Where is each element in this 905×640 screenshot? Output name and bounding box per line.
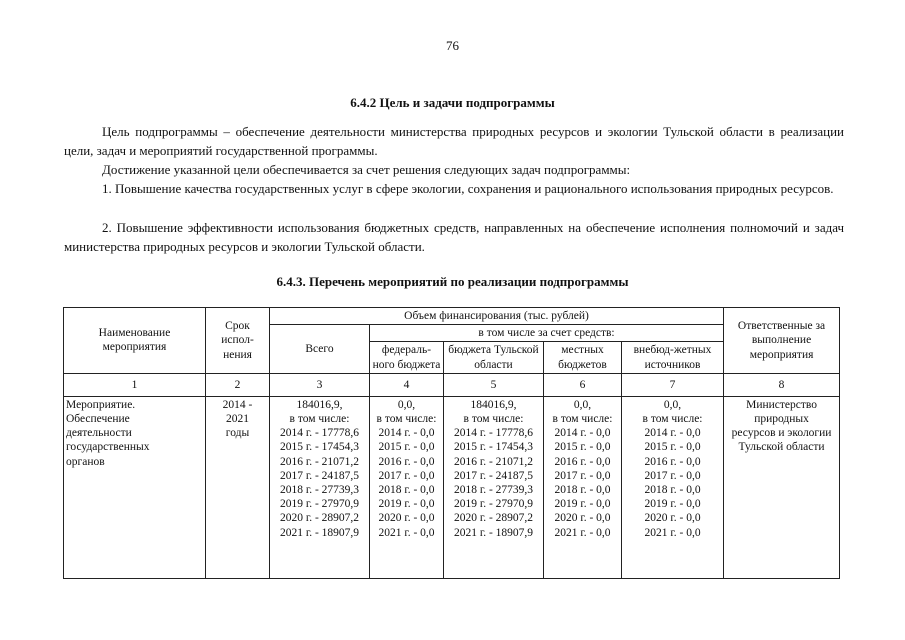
cell-line: 2015 г. - 17454,3 bbox=[279, 441, 360, 454]
cell-line: 2020 г. - 0,0 bbox=[644, 512, 701, 525]
cell-line: 2016 г. - 21071,2 bbox=[453, 455, 534, 468]
cell-line: 2015 г. - 0,0 bbox=[554, 441, 611, 454]
header-responsible: Ответственные за выполнение мероприятия bbox=[724, 308, 840, 374]
cell-federal bbox=[370, 396, 444, 578]
cell-line: 2015 г. - 17454,3 bbox=[453, 441, 534, 454]
col-number: 2 bbox=[206, 373, 270, 396]
cell-extra bbox=[622, 396, 724, 578]
cell-line: в том числе: bbox=[642, 413, 703, 426]
cell-line: годы bbox=[225, 427, 250, 440]
header-total: Всего bbox=[270, 325, 370, 374]
header-including: в том числе за счет средств: bbox=[370, 325, 724, 342]
cell-regional bbox=[444, 396, 544, 578]
cell-line: 2014 г. - 0,0 bbox=[554, 427, 611, 440]
cell-line: 2020 г. - 0,0 bbox=[378, 512, 435, 525]
header-term: Срок испол-нения bbox=[206, 308, 270, 374]
cell-line: 2018 г. - 27739,3 bbox=[279, 484, 360, 497]
col-number: 8 bbox=[724, 373, 840, 396]
cell-line: 2021 г. - 0,0 bbox=[554, 526, 611, 539]
cell-line: 2021 г. - 0,0 bbox=[378, 526, 435, 539]
cell-line: в том числе: bbox=[376, 413, 437, 426]
cell-line: 2016 г. - 21071,2 bbox=[279, 455, 360, 468]
section-heading-measures: 6.4.3. Перечень мероприятий по реализации подпрограммы bbox=[276, 274, 629, 289]
cell-line: в том числе: bbox=[463, 413, 524, 426]
cell-line: Тульской области bbox=[738, 441, 825, 454]
cell-line: 2017 г. - 24187,5 bbox=[453, 469, 534, 482]
cell-line: природных bbox=[754, 413, 809, 426]
cell-line: 2017 г. - 0,0 bbox=[644, 469, 701, 482]
cell-line: ресурсов и экологии bbox=[731, 427, 832, 440]
cell-line: 2021 г. - 0,0 bbox=[644, 526, 701, 539]
cell-line: 0,0, bbox=[663, 398, 682, 411]
measures-table bbox=[63, 307, 840, 579]
header-local: местных бюджетов bbox=[544, 342, 622, 373]
cell-line: 2019 г. - 0,0 bbox=[644, 498, 701, 511]
cell-line: 2016 г. - 0,0 bbox=[644, 455, 701, 468]
paragraph-goal: Цель подпрограммы – обеспечение деятельности министерства природных ресурсов и экологии Тульской области в реализации цели, задач и мероприятий государственной программы. bbox=[64, 124, 844, 158]
cell-line: Обеспечение bbox=[66, 413, 130, 426]
cell-line: 2014 г. - 0,0 bbox=[378, 427, 435, 440]
cell-line: 184016,9, bbox=[296, 398, 343, 411]
col-number: 1 bbox=[64, 373, 206, 396]
header-regional: бюджета Тульской области bbox=[444, 342, 544, 373]
cell-line: в том числе: bbox=[289, 413, 350, 426]
cell-line: 2021 bbox=[226, 413, 249, 426]
col-number: 6 bbox=[544, 373, 622, 396]
header-name: Наименование мероприятия bbox=[64, 308, 206, 374]
cell-line: 2018 г. - 0,0 bbox=[644, 484, 701, 497]
cell-line: 2020 г. - 28907,2 bbox=[453, 512, 534, 525]
cell-line: 2020 г. - 0,0 bbox=[554, 512, 611, 525]
cell-line: в том числе: bbox=[552, 413, 613, 426]
cell-line: 2014 г. - 17778,6 bbox=[453, 427, 534, 440]
cell-line: 2016 г. - 0,0 bbox=[554, 455, 611, 468]
cell-responsible bbox=[724, 396, 840, 578]
cell-line: 2021 г. - 18907,9 bbox=[453, 526, 534, 539]
cell-line: органов bbox=[66, 455, 105, 468]
cell-line: 2018 г. - 27739,3 bbox=[453, 484, 534, 497]
header-extra: внебюд-жетных источников bbox=[622, 342, 724, 373]
cell-line: 184016,9, bbox=[470, 398, 517, 411]
cell-line: 2015 г. - 0,0 bbox=[378, 441, 435, 454]
cell-local bbox=[544, 396, 622, 578]
cell-line: 2015 г. - 0,0 bbox=[644, 441, 701, 454]
header-funding: Объем финансирования (тыс. рублей) bbox=[270, 308, 724, 325]
paragraph-task-2: 2. Повышение эффективности использования бюджетных средств, направленных на обеспечение исполнения полномочий и задач министерства природных ресурсов и экологии Тульской области. bbox=[64, 220, 844, 254]
header-federal: федераль-ного бюджета bbox=[370, 342, 444, 373]
cell-line: 0,0, bbox=[573, 398, 592, 411]
cell-line: 2019 г. - 0,0 bbox=[378, 498, 435, 511]
page-number: 76 bbox=[446, 38, 459, 53]
col-number: 5 bbox=[444, 373, 544, 396]
cell-total bbox=[270, 396, 370, 578]
cell-line: 2017 г. - 0,0 bbox=[554, 469, 611, 482]
col-number: 4 bbox=[370, 373, 444, 396]
cell-line: 2017 г. - 24187,5 bbox=[279, 469, 360, 482]
cell-line: деятельности bbox=[66, 427, 132, 440]
cell-line: 0,0, bbox=[397, 398, 416, 411]
cell-line: 2014 г. - 0,0 bbox=[644, 427, 701, 440]
paragraph-task-1: 1. Повышение качества государственных услуг в сфере экологии, сохранения и рационального использования природных ресурсов. bbox=[102, 181, 834, 196]
cell-measure-name bbox=[64, 396, 206, 578]
cell-line: 2020 г. - 28907,2 bbox=[279, 512, 360, 525]
cell-line: 2021 г. - 18907,9 bbox=[279, 526, 360, 539]
cell-line: 2016 г. - 0,0 bbox=[378, 455, 435, 468]
cell-line: 2014 г. - 17778,6 bbox=[279, 427, 360, 440]
cell-line: 2019 г. - 27970,9 bbox=[279, 498, 360, 511]
cell-line: 2014 - bbox=[222, 398, 253, 411]
cell-term bbox=[206, 396, 270, 578]
col-number: 7 bbox=[622, 373, 724, 396]
cell-line: 2017 г. - 0,0 bbox=[378, 469, 435, 482]
cell-line: 2018 г. - 0,0 bbox=[378, 484, 435, 497]
cell-line: 2019 г. - 0,0 bbox=[554, 498, 611, 511]
paragraph-achievement: Достижение указанной цели обеспечивается за счет решения следующих задач подпрограммы: bbox=[102, 162, 631, 177]
cell-line: Министерство bbox=[746, 398, 817, 411]
cell-line: государственных bbox=[66, 441, 150, 454]
cell-line: 2019 г. - 27970,9 bbox=[453, 498, 534, 511]
section-heading-goal: 6.4.2 Цель и задачи подпрограммы bbox=[350, 95, 555, 110]
col-number: 3 bbox=[270, 373, 370, 396]
cell-line: 2018 г. - 0,0 bbox=[554, 484, 611, 497]
cell-line: Мероприятие. bbox=[66, 398, 136, 411]
